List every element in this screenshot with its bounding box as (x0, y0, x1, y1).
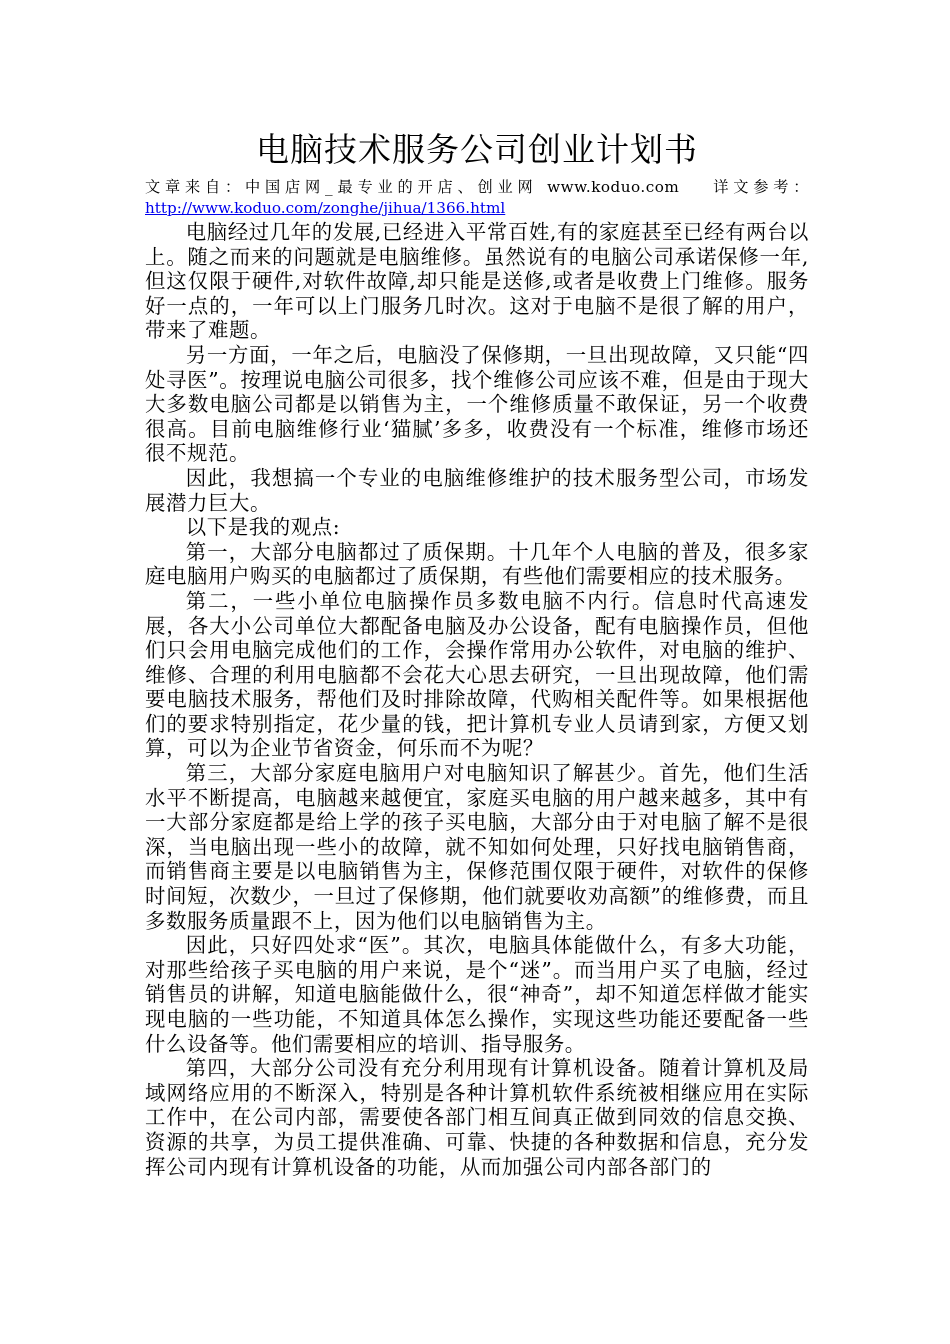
source-line: 文章来自：中国店网_最专业的开店、创业网 www.koduo.com 详文参考： (145, 178, 809, 196)
paragraph-intro: 电脑经过几年的发展,已经进入平常百姓,有的家庭甚至已经有两台以上。随之而来的问题就是电脑维修。虽然说有的电脑公司承诺保修一年,但这仅限于硬件,对软件故障,却只能是送修,或者是收费上门维修。服务好一点的，一年可以上门服务几时次。这对于电脑不是很了解的用户，带来了难题。 (145, 220, 809, 343)
document-body (145, 220, 809, 1179)
paragraph-point-two: 第二，一些小单位电脑操作员多数电脑不内行。信息时代高速发展，各大小公司单位大都配备电脑及办公设备，配有电脑操作员，但他们只会用电脑完成他们的工作，会操作常用办公软件，对电脑的维护、维修、合理的利用电脑都不会花大心思去研究，一旦出现故障，他们需要电脑技术服务，帮他们及时排除故障，代购相关配件等。如果根据他们的要求特别指定，花少量的钱，把计算机专业人员请到家，方便又划算，可以为企业节省资金，何乐而不为呢？ (145, 588, 809, 761)
source-link[interactable]: http://www.koduo.com/zonghe/jihua/1366.html (145, 199, 506, 217)
paragraph-point-one: 第一，大部分电脑都过了质保期。十几年个人电脑的普及，很多家庭电脑用户购买的电脑都过了质保期，有些他们需要相应的技术服务。 (145, 539, 809, 589)
document-page (145, 126, 809, 1179)
paragraph-other-aspect: 另一方面，一年之后，电脑没了保修期，一旦出现故障，又只能“四处寻医”。按理说电脑公司很多，找个维修公司应该不难，但是由于现大大多数电脑公司都是以销售为主，一个维修质量不敢保证，另一个收费很高。目前电脑维修行业‘猫腻’多多，收费没有一个标准，维修市场还很不规范。 (145, 342, 809, 466)
paragraph-viewpoints-heading: 以下是我的观点: (185, 515, 341, 540)
paragraph-conclusion: 因此，我想搞一个专业的电脑维修维护的技术服务型公司，市场发展潜力巨大。 (145, 465, 809, 515)
paragraph-point-three-cont: 因此，只好四处求“医”。其次，电脑具体能做什么，有多大功能，对那些给孩子买电脑的用户来说，是个“迷”。而当用户买了电脑，经过销售员的讲解，知道电脑能做什么，很“神奇”，却不知道怎样做才能实现电脑的一些功能，不知道具体怎么操作，实现这些功能还要配备一些什么设备等。他们需要相应的培训、指导服务。 (145, 933, 809, 1056)
paragraph-point-four: 第四，大部分公司没有充分利用现有计算机设备。随着计算机及局域网络应用的不断深入，特别是各种计算机软件系统被相继应用在实际工作中，在公司内部，需要使各部门相互间真正做到同效的信息交换、资源的共享，为员工提供准确、可靠、快捷的各种数据和信息，充分发挥公司内现有计算机设备的功能，从而加强公司内部各部门的 (145, 1056, 809, 1179)
source-url-line (145, 198, 809, 218)
document-title: 电脑技术服务公司创业计划书 (256, 130, 698, 169)
paragraph-point-three: 第三，大部分家庭电脑用户对电脑知识了解甚少。首先，他们生活水平不断提高，电脑越来越便宜，家庭买电脑的用户越来越多，其中有一大部分家庭都是给上学的孩子买电脑，大部分由于对电脑了解不是很深，当电脑出现一些小的故障，就不知如何处理，只好找电脑销售商，而销售商主要是以电脑销售为主，保修范围仅限于硬件，对软件的保修时间短，次数少，一旦过了保修期，他们就要收劝高额”的维修费，而且多数服务质量跟不上，因为他们以电脑销售为主。 (145, 761, 809, 933)
